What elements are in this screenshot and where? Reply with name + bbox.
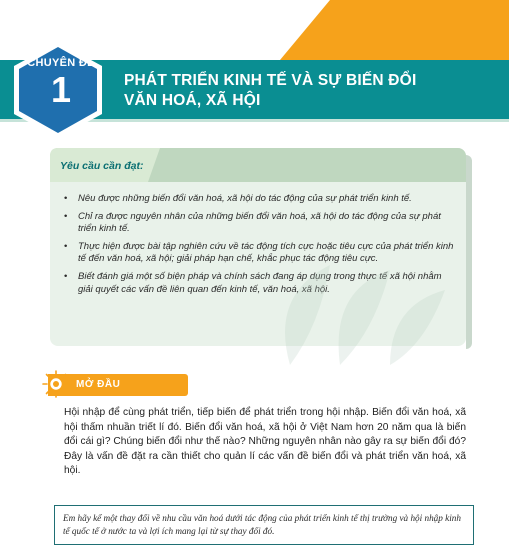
question-box [54, 505, 474, 545]
badge-number: 1 [50, 69, 72, 110]
requirements-box-shadow [466, 155, 472, 349]
chapter-title-line2: VĂN HOÁ, XÃ HỘI [124, 92, 261, 109]
chapter-title [124, 71, 494, 111]
question-text: Em hãy kể một thay đổi về nhu cầu văn hoá dưới tác động của phát triển kinh tế thị trường và hội nhập kinh tế quốc tế ở nước ta và lợi ích mang lại từ sự thay đổi đó. [63, 513, 461, 536]
requirements-title: Yêu cầu cần đạt: [60, 160, 144, 172]
list-item: • Nêu được những biến đổi văn hoá, xã hội do tác động của sự phát triển kinh tế. [64, 193, 454, 206]
intro-paragraph: Hội nhập để cùng phát triển, tiếp biến để phát triển trong hội nhập. Biến đổi văn hoá, xã hội thấm nhuần triết lí đó. Biến đổi văn hoá, xã hội ở Việt Nam hơn 20 năm qua là biến đổi cái gì? Chúng biến đổi như thế nào? Những nguyên nhân nào gây ra sự biến đổi đó? Đây là vấn đề đặt ra cần thiết cho quản lí các vấn đề biến đổi và phát triển văn hoá, xã hội. [64, 407, 466, 477]
intro-title: MỞ ĐẦU [76, 379, 121, 390]
sun-icon [42, 370, 70, 398]
list-item: • Thực hiện được bài tập nghiên cứu về tác động tích cực hoặc tiêu cực của phát triển kinh tế đến văn hoá, xã hội; giải pháp hạn chế, khắc phục tác động tiêu cực. [64, 241, 454, 266]
list-item: • Chỉ ra được nguyên nhân của những biến đổi văn hoá, xã hội do tác động của sự phát triển kinh tế. [64, 211, 454, 236]
badge-label: CHUYÊN ĐỀ [27, 57, 95, 69]
leaf-watermark-icon [250, 255, 450, 375]
chapter-title-line1: PHÁT TRIỂN KINH TẾ VÀ SỰ BIẾN ĐỔI [124, 72, 417, 89]
list-item: • Biết đánh giá một số biện pháp và chính sách đang áp dụng trong thực tế xã hội nhằm giải quyết các vấn đề liên quan đến kinh tế, văn hoá, xã hội. [64, 271, 454, 296]
